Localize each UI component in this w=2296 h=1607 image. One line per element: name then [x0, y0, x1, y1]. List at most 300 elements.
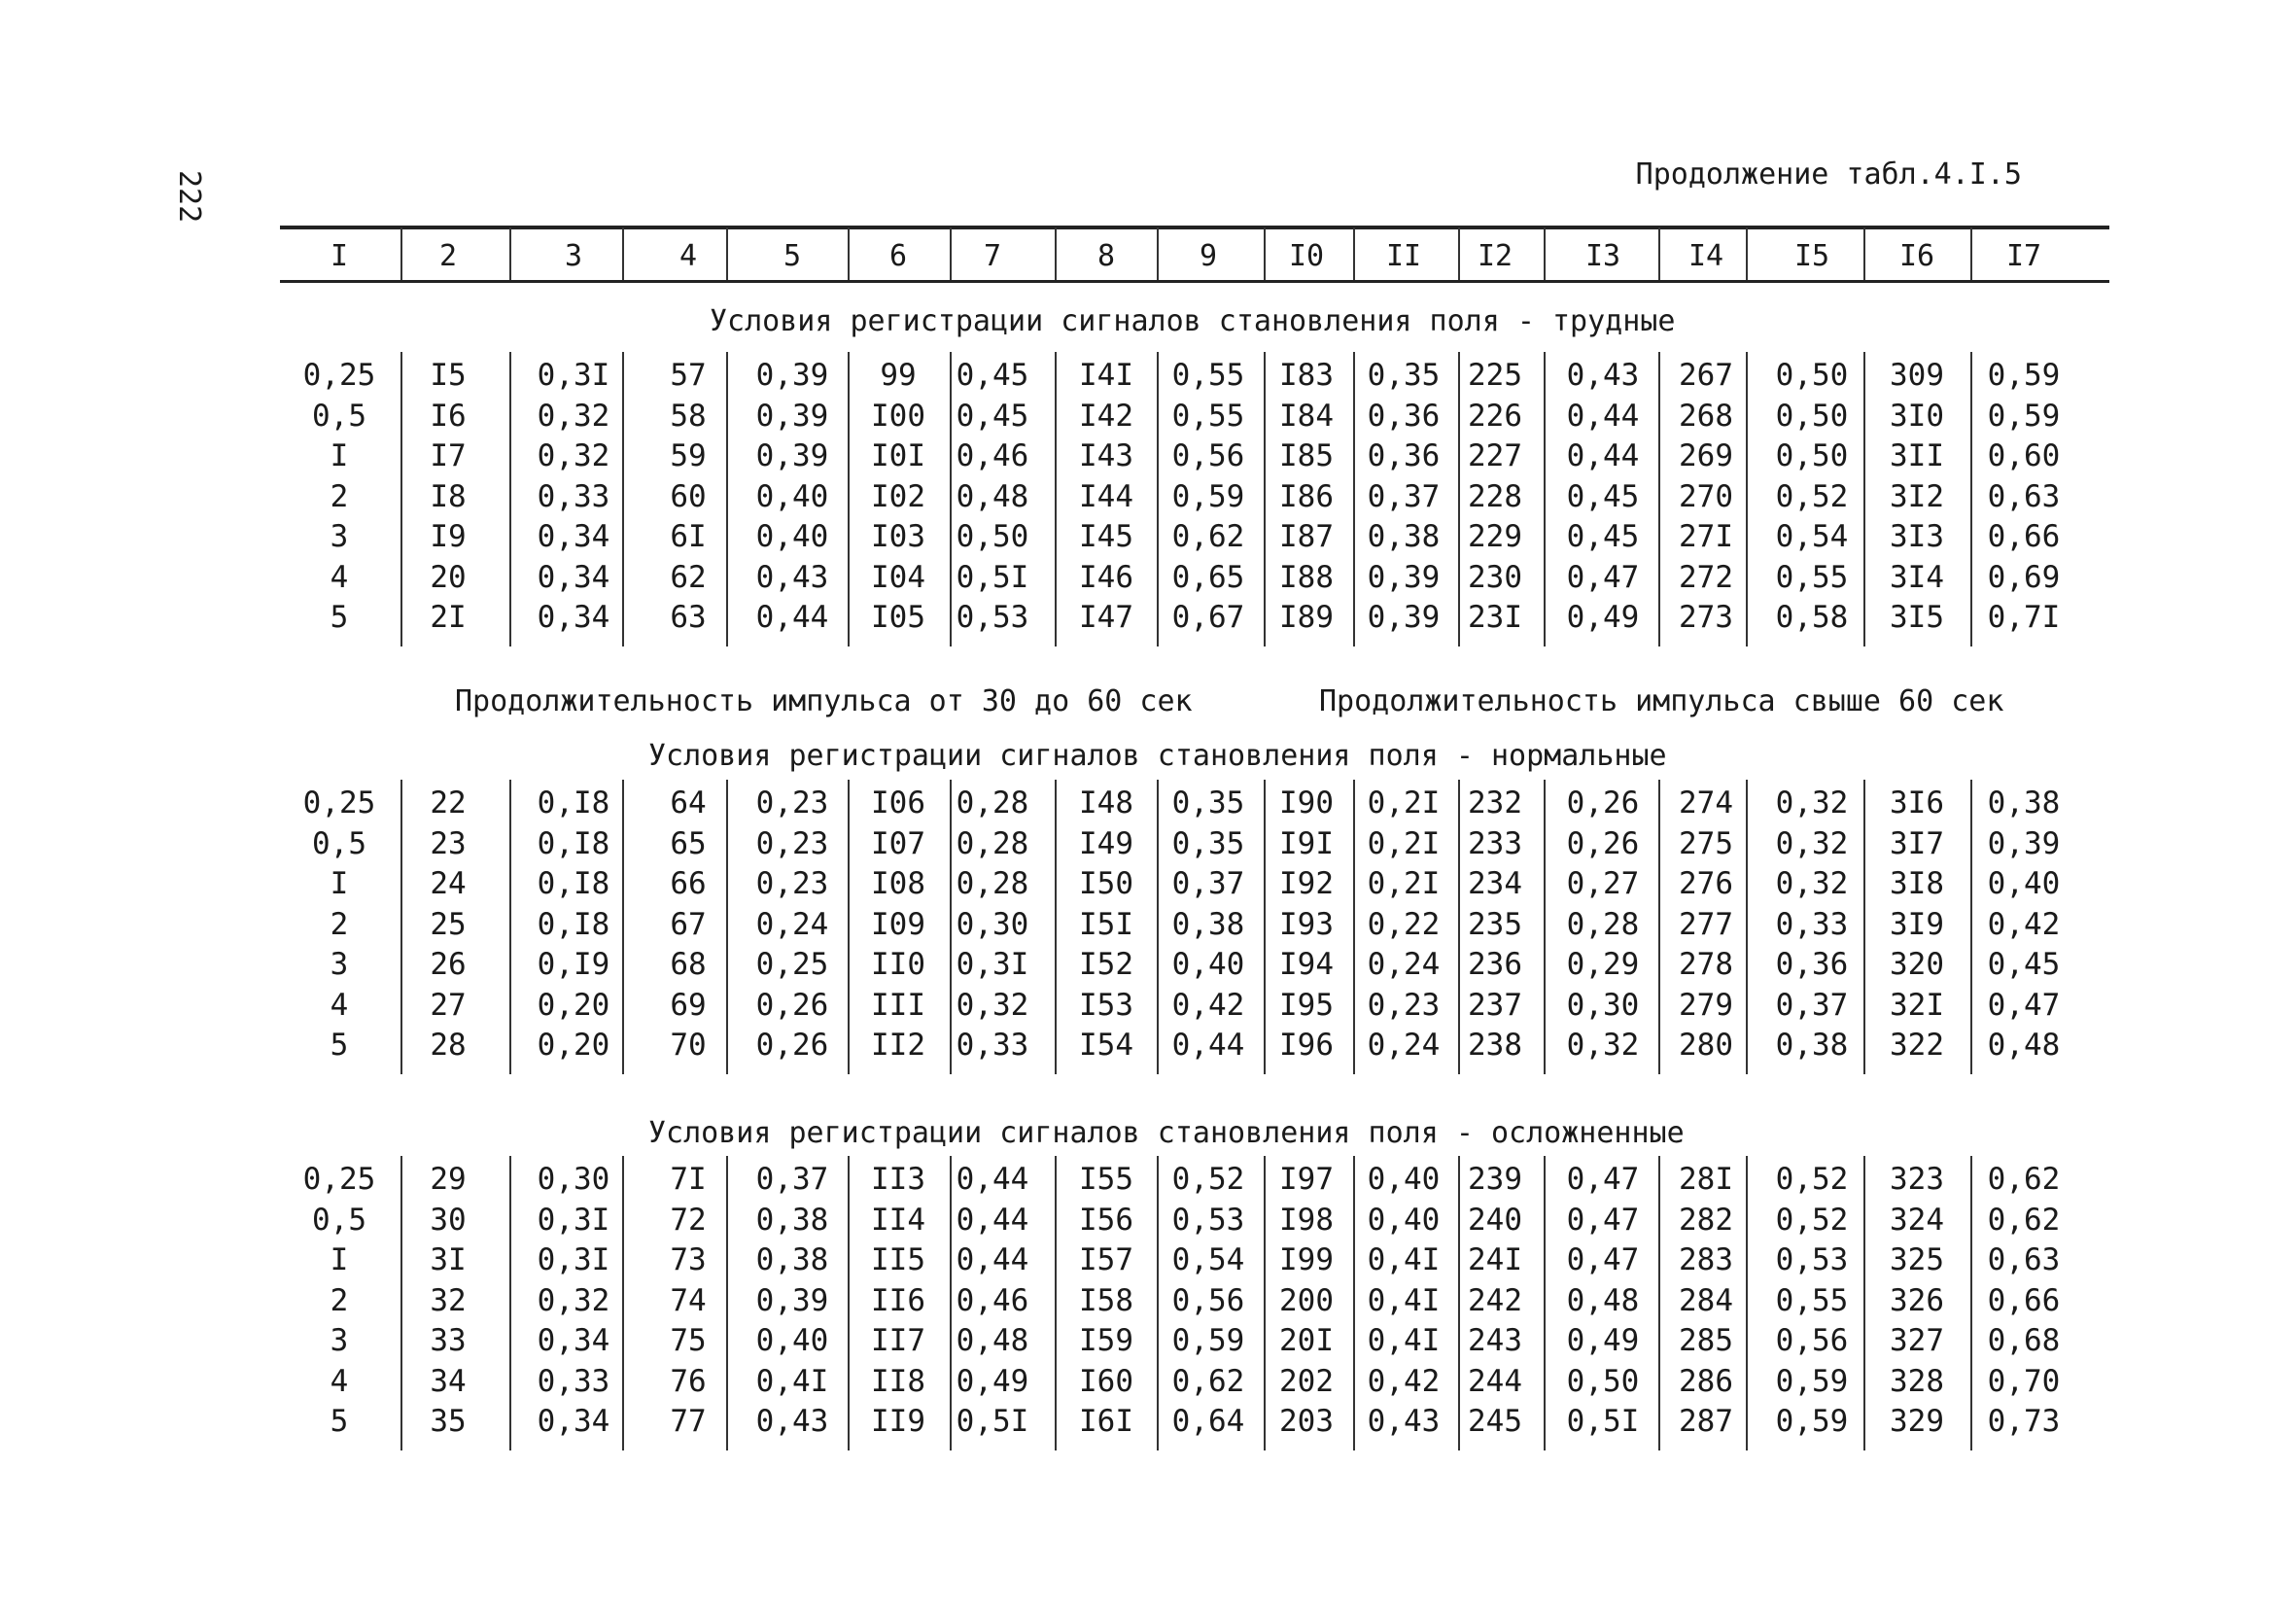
table-cell: II4	[871, 1202, 925, 1238]
table-cell: 0,50	[1775, 358, 1849, 393]
column-header: 2	[438, 239, 458, 273]
table-cell: I46	[1079, 559, 1133, 595]
table-cell: I44	[1079, 478, 1133, 514]
table-cell: 20	[430, 559, 467, 595]
table-cell: 0,32	[1566, 1028, 1640, 1063]
table-cell: 0,62	[1987, 1162, 2061, 1197]
table-top-rule	[280, 226, 2109, 229]
column-divider	[1863, 1156, 1865, 1450]
table-cell: 0,36	[1775, 947, 1849, 982]
table-cell: 0,43	[1566, 358, 1640, 393]
table-cell: 0,25	[302, 358, 376, 393]
table-cell: I07	[871, 825, 925, 861]
table-cell: I89	[1279, 600, 1334, 635]
table-cell: I6	[430, 398, 467, 434]
table-cell: I94	[1279, 947, 1334, 982]
table-cell: 326	[1890, 1282, 1944, 1318]
column-divider	[622, 227, 624, 280]
table-cell: 0,53	[1171, 1202, 1245, 1238]
table-cell: 0,55	[1171, 358, 1245, 393]
table-cell: 0,28	[956, 825, 1029, 861]
table-cell: 0,24	[1367, 1028, 1441, 1063]
table-cell: 32I	[1890, 987, 1944, 1023]
column-header: 4	[678, 239, 698, 273]
table-cell: I7	[430, 438, 467, 473]
table-cell: 3I9	[1890, 906, 1944, 942]
table-cell: 0,2I	[1367, 866, 1441, 901]
table-cell: 285	[1679, 1323, 1733, 1358]
table-cell: I87	[1279, 519, 1334, 554]
table-cell: 24I	[1468, 1242, 1522, 1277]
table-cell: 0,3I	[537, 358, 610, 393]
table-cell: 4	[330, 559, 349, 595]
table-cell: 0,29	[1566, 947, 1640, 982]
table-cell: 309	[1890, 358, 1944, 393]
table-cell: 202	[1279, 1363, 1334, 1399]
table-cell: 0,I9	[537, 947, 610, 982]
column-divider	[1353, 227, 1355, 280]
table-cell: 30	[430, 1202, 467, 1238]
table-cell: I0I	[871, 438, 925, 473]
table-cell: I54	[1079, 1028, 1133, 1063]
table-cell: 77	[670, 1404, 707, 1439]
table-cell: I99	[1279, 1242, 1334, 1277]
table-cell: I45	[1079, 519, 1133, 554]
table-cell: 0,34	[537, 559, 610, 595]
table-cell: 0,26	[755, 1028, 829, 1063]
table-cell: 0,55	[1775, 1282, 1849, 1318]
table-cell: I96	[1279, 1028, 1334, 1063]
table-cell: 0,I8	[537, 906, 610, 942]
table-header-rule	[280, 280, 2109, 283]
table-cell: 0,68	[1987, 1323, 2061, 1358]
table-cell: 0,40	[755, 478, 829, 514]
table-cell: 329	[1890, 1404, 1944, 1439]
table-cell: 0,56	[1171, 1282, 1245, 1318]
table-cell: 0,23	[755, 866, 829, 901]
table-cell: 3I8	[1890, 866, 1944, 901]
table-cell: 240	[1468, 1202, 1522, 1238]
table-cell: 0,58	[1775, 600, 1849, 635]
table-cell: 0,70	[1987, 1363, 2061, 1399]
table-cell: 0,53	[956, 600, 1029, 635]
table-cell: 0,35	[1367, 358, 1441, 393]
table-cell: 0,52	[1775, 1162, 1849, 1197]
table-cell: 0,32	[537, 1282, 610, 1318]
table-cell: I58	[1079, 1282, 1133, 1318]
table-cell: 0,59	[1775, 1404, 1849, 1439]
table-cell: 0,73	[1987, 1404, 2061, 1439]
table-cell: 3I7	[1890, 825, 1944, 861]
table-cell: I90	[1279, 786, 1334, 821]
table-cell: 33	[430, 1323, 467, 1358]
table-cell: 0,33	[537, 1363, 610, 1399]
table-cell: 4	[330, 1363, 349, 1399]
table-cell: 0,30	[1566, 987, 1640, 1023]
table-cell: 0,52	[1775, 478, 1849, 514]
table-cell: I57	[1079, 1242, 1133, 1277]
table-cell: I09	[871, 906, 925, 942]
table-cell: 24	[430, 866, 467, 901]
page-number: 222	[172, 170, 206, 224]
table-cell: 0,40	[755, 519, 829, 554]
table-cell: 0,39	[1367, 559, 1441, 595]
table-cell: II3	[871, 1162, 925, 1197]
column-divider	[726, 227, 728, 280]
table-cell: 0,55	[1775, 559, 1849, 595]
table-cell: 0,50	[956, 519, 1029, 554]
table-cell: 0,4I	[755, 1363, 829, 1399]
table-cell: 0,5I	[956, 559, 1029, 595]
table-cell: I56	[1079, 1202, 1133, 1238]
table-cell: 0,50	[1566, 1363, 1640, 1399]
table-cell: I85	[1279, 438, 1334, 473]
table-cell: 3	[330, 1323, 349, 1358]
table-cell: 3II	[1890, 438, 1944, 473]
table-cell: 0,44	[755, 600, 829, 635]
table-cell: I52	[1079, 947, 1133, 982]
pulse-duration-left: Продолжительность импульса от 30 до 60 сек	[455, 684, 1193, 718]
table-cell: 0,24	[1367, 947, 1441, 982]
table-cell: 64	[670, 786, 707, 821]
section-title: Условия регистрации сигналов становления поля - осложненные	[648, 1116, 1685, 1150]
table-cell: 0,59	[1775, 1363, 1849, 1399]
table-cell: 62	[670, 559, 707, 595]
column-header: 5	[783, 239, 802, 273]
table-cell: 0,42	[1171, 987, 1245, 1023]
table-cell: 0,23	[755, 786, 829, 821]
table-cell: 0,45	[1987, 947, 2061, 982]
table-cell: 0,26	[1566, 825, 1640, 861]
table-cell: 0,55	[1171, 398, 1245, 434]
table-cell: 0,47	[1566, 1242, 1640, 1277]
table-cell: I43	[1079, 438, 1133, 473]
table-cell: 72	[670, 1202, 707, 1238]
table-cell: 0,38	[1775, 1028, 1849, 1063]
table-cell: 0,5	[312, 1202, 366, 1238]
table-cell: 58	[670, 398, 707, 434]
table-cell: I	[330, 866, 349, 901]
table-cell: I05	[871, 600, 925, 635]
table-cell: 74	[670, 1282, 707, 1318]
column-divider	[1863, 227, 1865, 280]
column-divider	[1746, 227, 1748, 280]
table-cell: I59	[1079, 1323, 1133, 1358]
table-cell: 0,37	[1171, 866, 1245, 901]
table-cell: 0,56	[1775, 1323, 1849, 1358]
table-cell: 0,44	[1566, 398, 1640, 434]
table-cell: I49	[1079, 825, 1133, 861]
table-cell: 0,37	[1367, 478, 1441, 514]
table-cell: 0,53	[1775, 1242, 1849, 1277]
table-cell: 0,I8	[537, 866, 610, 901]
column-divider	[848, 227, 850, 280]
table-cell: 0,63	[1987, 1242, 2061, 1277]
column-divider	[509, 227, 511, 280]
table-cell: 6I	[670, 519, 707, 554]
table-cell: 0,I8	[537, 825, 610, 861]
table-cell: 0,45	[1566, 478, 1640, 514]
table-cell: 99	[880, 358, 917, 393]
table-cell: 322	[1890, 1028, 1944, 1063]
table-cell: 69	[670, 987, 707, 1023]
table-cell: 0,37	[1775, 987, 1849, 1023]
table-cell: 0,49	[1566, 1323, 1640, 1358]
table-cell: 0,26	[1566, 786, 1640, 821]
table-cell: 277	[1679, 906, 1733, 942]
table-cell: 269	[1679, 438, 1733, 473]
table-cell: 28I	[1679, 1162, 1733, 1197]
table-cell: 20I	[1279, 1323, 1334, 1358]
table-cell: 0,47	[1566, 1162, 1640, 1197]
table-cell: 0,40	[1987, 866, 2061, 901]
table-cell: 0,63	[1987, 478, 2061, 514]
table-cell: 0,44	[1566, 438, 1640, 473]
column-header: I	[330, 239, 349, 273]
table-cell: 0,59	[1987, 398, 2061, 434]
table-cell: 0,34	[537, 1404, 610, 1439]
table-cell: 0,52	[1775, 1202, 1849, 1238]
table-cell: 0,40	[1367, 1162, 1441, 1197]
table-cell: 5	[330, 1404, 349, 1439]
table-cell: I60	[1079, 1363, 1133, 1399]
table-cell: 275	[1679, 825, 1733, 861]
column-header: I2	[1477, 239, 1513, 273]
table-cell: 26	[430, 947, 467, 982]
table-cell: I08	[871, 866, 925, 901]
table-cell: 0,48	[1987, 1028, 2061, 1063]
table-cell: 0,35	[1171, 786, 1245, 821]
table-cell: 3I0	[1890, 398, 1944, 434]
column-header: 9	[1199, 239, 1218, 273]
table-cell: I02	[871, 478, 925, 514]
table-cell: 0,25	[302, 786, 376, 821]
table-cell: 2I	[430, 600, 467, 635]
table-cell: 325	[1890, 1242, 1944, 1277]
table-cell: 0,44	[956, 1242, 1029, 1277]
table-cell: 0,47	[1566, 559, 1640, 595]
table-cell: 0,66	[1987, 519, 2061, 554]
table-cell: 200	[1279, 1282, 1334, 1318]
table-cell: 234	[1468, 866, 1522, 901]
table-cell: I95	[1279, 987, 1334, 1023]
table-cell: 0,38	[1171, 906, 1245, 942]
table-cell: 3I3	[1890, 519, 1944, 554]
table-cell: 0,59	[1171, 478, 1245, 514]
table-cell: I6I	[1079, 1404, 1133, 1439]
table-cell: 279	[1679, 987, 1733, 1023]
table-cell: 0,35	[1171, 825, 1245, 861]
column-divider	[1970, 352, 1972, 646]
column-divider	[1055, 227, 1057, 280]
table-cell: I8	[430, 478, 467, 514]
table-cell: 70	[670, 1028, 707, 1063]
table-cell: 0,43	[1367, 1404, 1441, 1439]
table-cell: 0,48	[956, 1323, 1029, 1358]
column-header: II	[1385, 239, 1422, 273]
table-cell: 0,43	[755, 559, 829, 595]
table-cell: 68	[670, 947, 707, 982]
table-cell: 0,46	[956, 1282, 1029, 1318]
table-cell: 0,36	[1367, 398, 1441, 434]
table-cell: 0,69	[1987, 559, 2061, 595]
column-header: I4	[1687, 239, 1724, 273]
table-cell: 59	[670, 438, 707, 473]
table-cell: I06	[871, 786, 925, 821]
table-cell: I	[330, 1242, 349, 1277]
table-cell: 0,52	[1171, 1162, 1245, 1197]
table-cell: 5	[330, 600, 349, 635]
table-cell: 284	[1679, 1282, 1733, 1318]
table-cell: 0,20	[537, 1028, 610, 1063]
table-cell: 0,33	[1775, 906, 1849, 942]
table-cell: 5	[330, 1028, 349, 1063]
column-header: I3	[1584, 239, 1621, 273]
table-cell: 0,32	[537, 398, 610, 434]
table-cell: 0,59	[1171, 1323, 1245, 1358]
table-cell: 66	[670, 866, 707, 901]
table-cell: 235	[1468, 906, 1522, 942]
column-divider	[400, 227, 402, 280]
table-cell: 3I2	[1890, 478, 1944, 514]
table-cell: 230	[1468, 559, 1522, 595]
table-cell: I4I	[1079, 358, 1133, 393]
column-divider	[1658, 227, 1660, 280]
table-cell: 0,33	[956, 1028, 1029, 1063]
table-cell: II9	[871, 1404, 925, 1439]
table-cell: 0,45	[1566, 519, 1640, 554]
table-cell: 270	[1679, 478, 1733, 514]
table-cell: 0,20	[537, 987, 610, 1023]
table-cell: 0,27	[1566, 866, 1640, 901]
table-cell: 273	[1679, 600, 1733, 635]
column-header: 7	[983, 239, 1002, 273]
table-cell: 67	[670, 906, 707, 942]
table-cell: 57	[670, 358, 707, 393]
table-cell: 7I	[670, 1162, 707, 1197]
table-cell: 236	[1468, 947, 1522, 982]
table-cell: I42	[1079, 398, 1133, 434]
table-cell: 27I	[1679, 519, 1733, 554]
table-cell: 233	[1468, 825, 1522, 861]
table-cell: 22	[430, 786, 467, 821]
column-divider	[1863, 352, 1865, 646]
table-cell: I48	[1079, 786, 1133, 821]
table-cell: 320	[1890, 947, 1944, 982]
table-cell: 28	[430, 1028, 467, 1063]
table-cell: 0,30	[956, 906, 1029, 942]
table-cell: 65	[670, 825, 707, 861]
table-cell: 278	[1679, 947, 1733, 982]
table-cell: 0,38	[755, 1242, 829, 1277]
column-divider	[1970, 1156, 1972, 1450]
table-cell: 60	[670, 478, 707, 514]
table-cell: 243	[1468, 1323, 1522, 1358]
section-title: Условия регистрации сигналов становления поля - трудные	[710, 304, 1676, 338]
column-divider	[1863, 780, 1865, 1074]
table-cell: 0,25	[302, 1162, 376, 1197]
table-cell: I00	[871, 398, 925, 434]
table-cell: 0,42	[1367, 1363, 1441, 1399]
table-cell: I88	[1279, 559, 1334, 595]
table-cell: 0,5I	[956, 1404, 1029, 1439]
table-cell: I86	[1279, 478, 1334, 514]
column-header: 6	[888, 239, 908, 273]
table-cell: 0,48	[956, 478, 1029, 514]
table-cell: II5	[871, 1242, 925, 1277]
table-cell: 0,44	[1171, 1028, 1245, 1063]
table-cell: 229	[1468, 519, 1522, 554]
table-cell: 0,59	[1987, 358, 2061, 393]
table-cell: 0,3I	[956, 947, 1029, 982]
table-cell: 23I	[1468, 600, 1522, 635]
table-cell: I03	[871, 519, 925, 554]
table-cell: I5I	[1079, 906, 1133, 942]
table-cell: 328	[1890, 1363, 1944, 1399]
table-cell: 276	[1679, 866, 1733, 901]
table-cell: 286	[1679, 1363, 1733, 1399]
table-cell: 287	[1679, 1404, 1733, 1439]
column-divider	[509, 352, 511, 646]
table-cell: 0,62	[1171, 1363, 1245, 1399]
table-cell: 3I6	[1890, 786, 1944, 821]
table-cell: 0,54	[1775, 519, 1849, 554]
table-cell: I92	[1279, 866, 1334, 901]
table-cell: 23	[430, 825, 467, 861]
table-cell: 228	[1468, 478, 1522, 514]
column-header: 3	[564, 239, 583, 273]
table-cell: 237	[1468, 987, 1522, 1023]
table-cell: 0,40	[1171, 947, 1245, 982]
table-cell: 27	[430, 987, 467, 1023]
table-cell: 0,32	[1775, 825, 1849, 861]
table-cell: I9I	[1279, 825, 1334, 861]
table-cell: 0,64	[1171, 1404, 1245, 1439]
table-cell: 0,28	[956, 786, 1029, 821]
table-cell: 0,38	[1367, 519, 1441, 554]
column-header: I5	[1793, 239, 1830, 273]
table-cell: 0,3I	[537, 1242, 610, 1277]
table-cell: II2	[871, 1028, 925, 1063]
table-cell: 267	[1679, 358, 1733, 393]
table-cell: 232	[1468, 786, 1522, 821]
column-header: I6	[1898, 239, 1935, 273]
table-cell: 0,25	[755, 947, 829, 982]
table-cell: I04	[871, 559, 925, 595]
table-cell: 0,39	[1987, 825, 2061, 861]
table-cell: 34	[430, 1363, 467, 1399]
column-divider	[1157, 227, 1159, 280]
table-cell: 242	[1468, 1282, 1522, 1318]
table-cell: 0,23	[755, 825, 829, 861]
table-cell: 0,34	[537, 600, 610, 635]
table-cell: 2	[330, 478, 349, 514]
table-cell: 0,4I	[1367, 1323, 1441, 1358]
column-divider	[1970, 780, 1972, 1074]
table-cell: 29	[430, 1162, 467, 1197]
table-cell: 0,23	[1367, 987, 1441, 1023]
table-cell: 3I4	[1890, 559, 1944, 595]
table-cell: 0,49	[956, 1363, 1029, 1399]
table-cell: 323	[1890, 1162, 1944, 1197]
table-cell: I9	[430, 519, 467, 554]
table-cell: 0,5I	[1566, 1404, 1640, 1439]
table-cell: 274	[1679, 786, 1733, 821]
column-divider	[1458, 227, 1460, 280]
table-cell: 35	[430, 1404, 467, 1439]
table-cell: 0,I8	[537, 786, 610, 821]
table-cell: 3I5	[1890, 600, 1944, 635]
